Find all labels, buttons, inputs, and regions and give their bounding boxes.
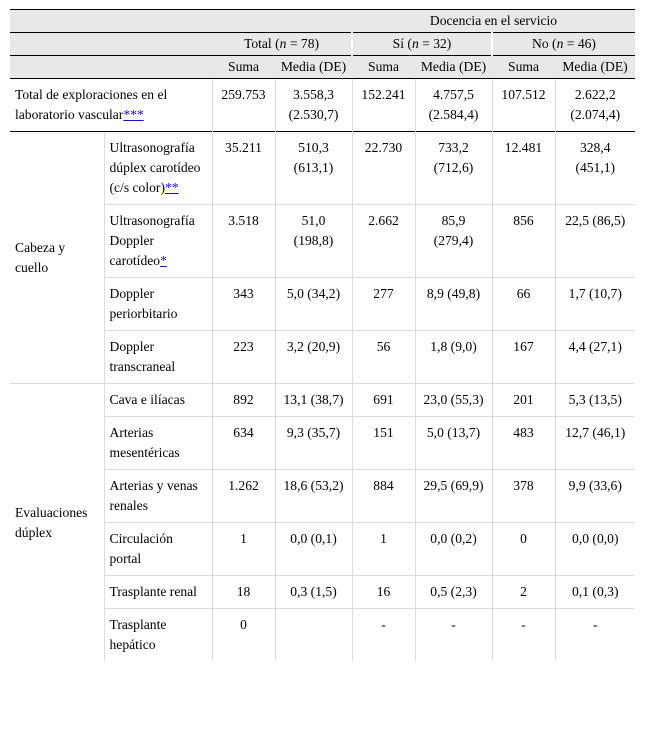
cell: 18 [212, 576, 275, 609]
header-media: Media (DE) [555, 56, 635, 79]
table-row [10, 278, 635, 331]
cell: 0,3 (1,5) [275, 576, 352, 609]
header-media: Media (DE) [275, 56, 352, 79]
group-label: Cabeza y cuello [10, 132, 104, 384]
cell: - [415, 609, 492, 662]
cell: 3.558,3 (2.530,7) [275, 79, 352, 132]
cell: 201 [492, 384, 555, 417]
footnote-link[interactable]: ** [164, 180, 179, 195]
header-group-si: Sí (n = 32) [352, 33, 492, 56]
cell: 1 [352, 523, 415, 576]
cell: 892 [212, 384, 275, 417]
cell: 22.730 [352, 132, 415, 205]
cell: 0,0 (0,2) [415, 523, 492, 576]
cell: 0,5 (2,3) [415, 576, 492, 609]
cell: 884 [352, 470, 415, 523]
footnote-link[interactable]: *** [123, 107, 144, 122]
cell: 107.512 [492, 79, 555, 132]
results-table [10, 9, 635, 661]
cell: 5,0 (34,2) [275, 278, 352, 331]
row-label: Total de exploraciones en el laboratorio vascular*** [15, 87, 168, 122]
cell: 51,0 (198,8) [275, 205, 352, 278]
cell: 2 [492, 576, 555, 609]
cell: 5,0 (13,7) [415, 417, 492, 470]
cell: 0,0 (0,0) [555, 523, 635, 576]
header-media: Media (DE) [415, 56, 492, 79]
table-row [10, 384, 635, 417]
table-row [10, 576, 635, 609]
cell: 2.662 [352, 205, 415, 278]
cell: 691 [352, 384, 415, 417]
cell: 18,6 (53,2) [275, 470, 352, 523]
row-label: Ultrasonografía dúplex carotídeo (c/s color)** [104, 132, 212, 205]
cell: 66 [492, 278, 555, 331]
cell: 259.753 [212, 79, 275, 132]
header-suma: Suma [212, 56, 275, 79]
header-group-no: No (n = 46) [492, 33, 635, 56]
cell: 328,4 (451,1) [555, 132, 635, 205]
cell: 35.211 [212, 132, 275, 205]
cell: 9,9 (33,6) [555, 470, 635, 523]
cell: 0,0 (0,1) [275, 523, 352, 576]
row-label: Trasplante hepático [104, 609, 212, 662]
cell: 733,2 (712,6) [415, 132, 492, 205]
cell: 13,1 (38,7) [275, 384, 352, 417]
cell: 277 [352, 278, 415, 331]
cell: 856 [492, 205, 555, 278]
header-blank [10, 10, 352, 33]
table-row [10, 470, 635, 523]
cell: 343 [212, 278, 275, 331]
table-row-total [10, 79, 635, 132]
header-blank-2 [10, 33, 212, 56]
table-row [10, 205, 635, 278]
cell: 4,4 (27,1) [555, 331, 635, 384]
cell [275, 609, 352, 662]
header-docencia: Docencia en el servicio [352, 10, 635, 33]
cell: 634 [212, 417, 275, 470]
group-label: Evaluaciones dúplex [10, 384, 104, 662]
cell: 0,1 (0,3) [555, 576, 635, 609]
cell: 2.622,2 (2.074,4) [555, 79, 635, 132]
footnote-link[interactable]: * [160, 253, 167, 268]
cell: - [352, 609, 415, 662]
cell: 483 [492, 417, 555, 470]
cell: 151 [352, 417, 415, 470]
table-row [10, 417, 635, 470]
row-label: Arterias mesentéricas [104, 417, 212, 470]
cell: 23,0 (55,3) [415, 384, 492, 417]
cell: 223 [212, 331, 275, 384]
table-row [10, 132, 635, 205]
cell: 9,3 (35,7) [275, 417, 352, 470]
table-row [10, 523, 635, 576]
cell: 4.757,5 (2.584,4) [415, 79, 492, 132]
cell: 12.481 [492, 132, 555, 205]
cell: 152.241 [352, 79, 415, 132]
row-label: Cava e ilíacas [104, 384, 212, 417]
header-group-total: Total (n = 78) [212, 33, 352, 56]
cell: 0 [212, 609, 275, 662]
header-blank-3 [10, 56, 212, 79]
cell: 29,5 (69,9) [415, 470, 492, 523]
cell: 22,5 (86,5) [555, 205, 635, 278]
row-label: Ultrasonografía Doppler carotídeo* [104, 205, 212, 278]
row-label: Doppler periorbitario [104, 278, 212, 331]
cell: - [492, 609, 555, 662]
header-suma: Suma [492, 56, 555, 79]
cell: 1,8 (9,0) [415, 331, 492, 384]
cell: 1,7 (10,7) [555, 278, 635, 331]
cell: 3.518 [212, 205, 275, 278]
cell: 12,7 (46,1) [555, 417, 635, 470]
row-label: Arterias y venas renales [104, 470, 212, 523]
table-row [10, 331, 635, 384]
cell: 167 [492, 331, 555, 384]
cell: 5,3 (13,5) [555, 384, 635, 417]
cell: 3,2 (20,9) [275, 331, 352, 384]
row-label: Doppler transcraneal [104, 331, 212, 384]
cell: 510,3 (613,1) [275, 132, 352, 205]
cell: 85,9 (279,4) [415, 205, 492, 278]
row-label: Circulación portal [104, 523, 212, 576]
row-label: Trasplante renal [104, 576, 212, 609]
cell: 0 [492, 523, 555, 576]
cell: 16 [352, 576, 415, 609]
cell: 8,9 (49,8) [415, 278, 492, 331]
header-suma: Suma [352, 56, 415, 79]
table-row [10, 609, 635, 662]
cell: 1 [212, 523, 275, 576]
cell: 1.262 [212, 470, 275, 523]
cell: - [555, 609, 635, 662]
cell: 378 [492, 470, 555, 523]
cell: 56 [352, 331, 415, 384]
